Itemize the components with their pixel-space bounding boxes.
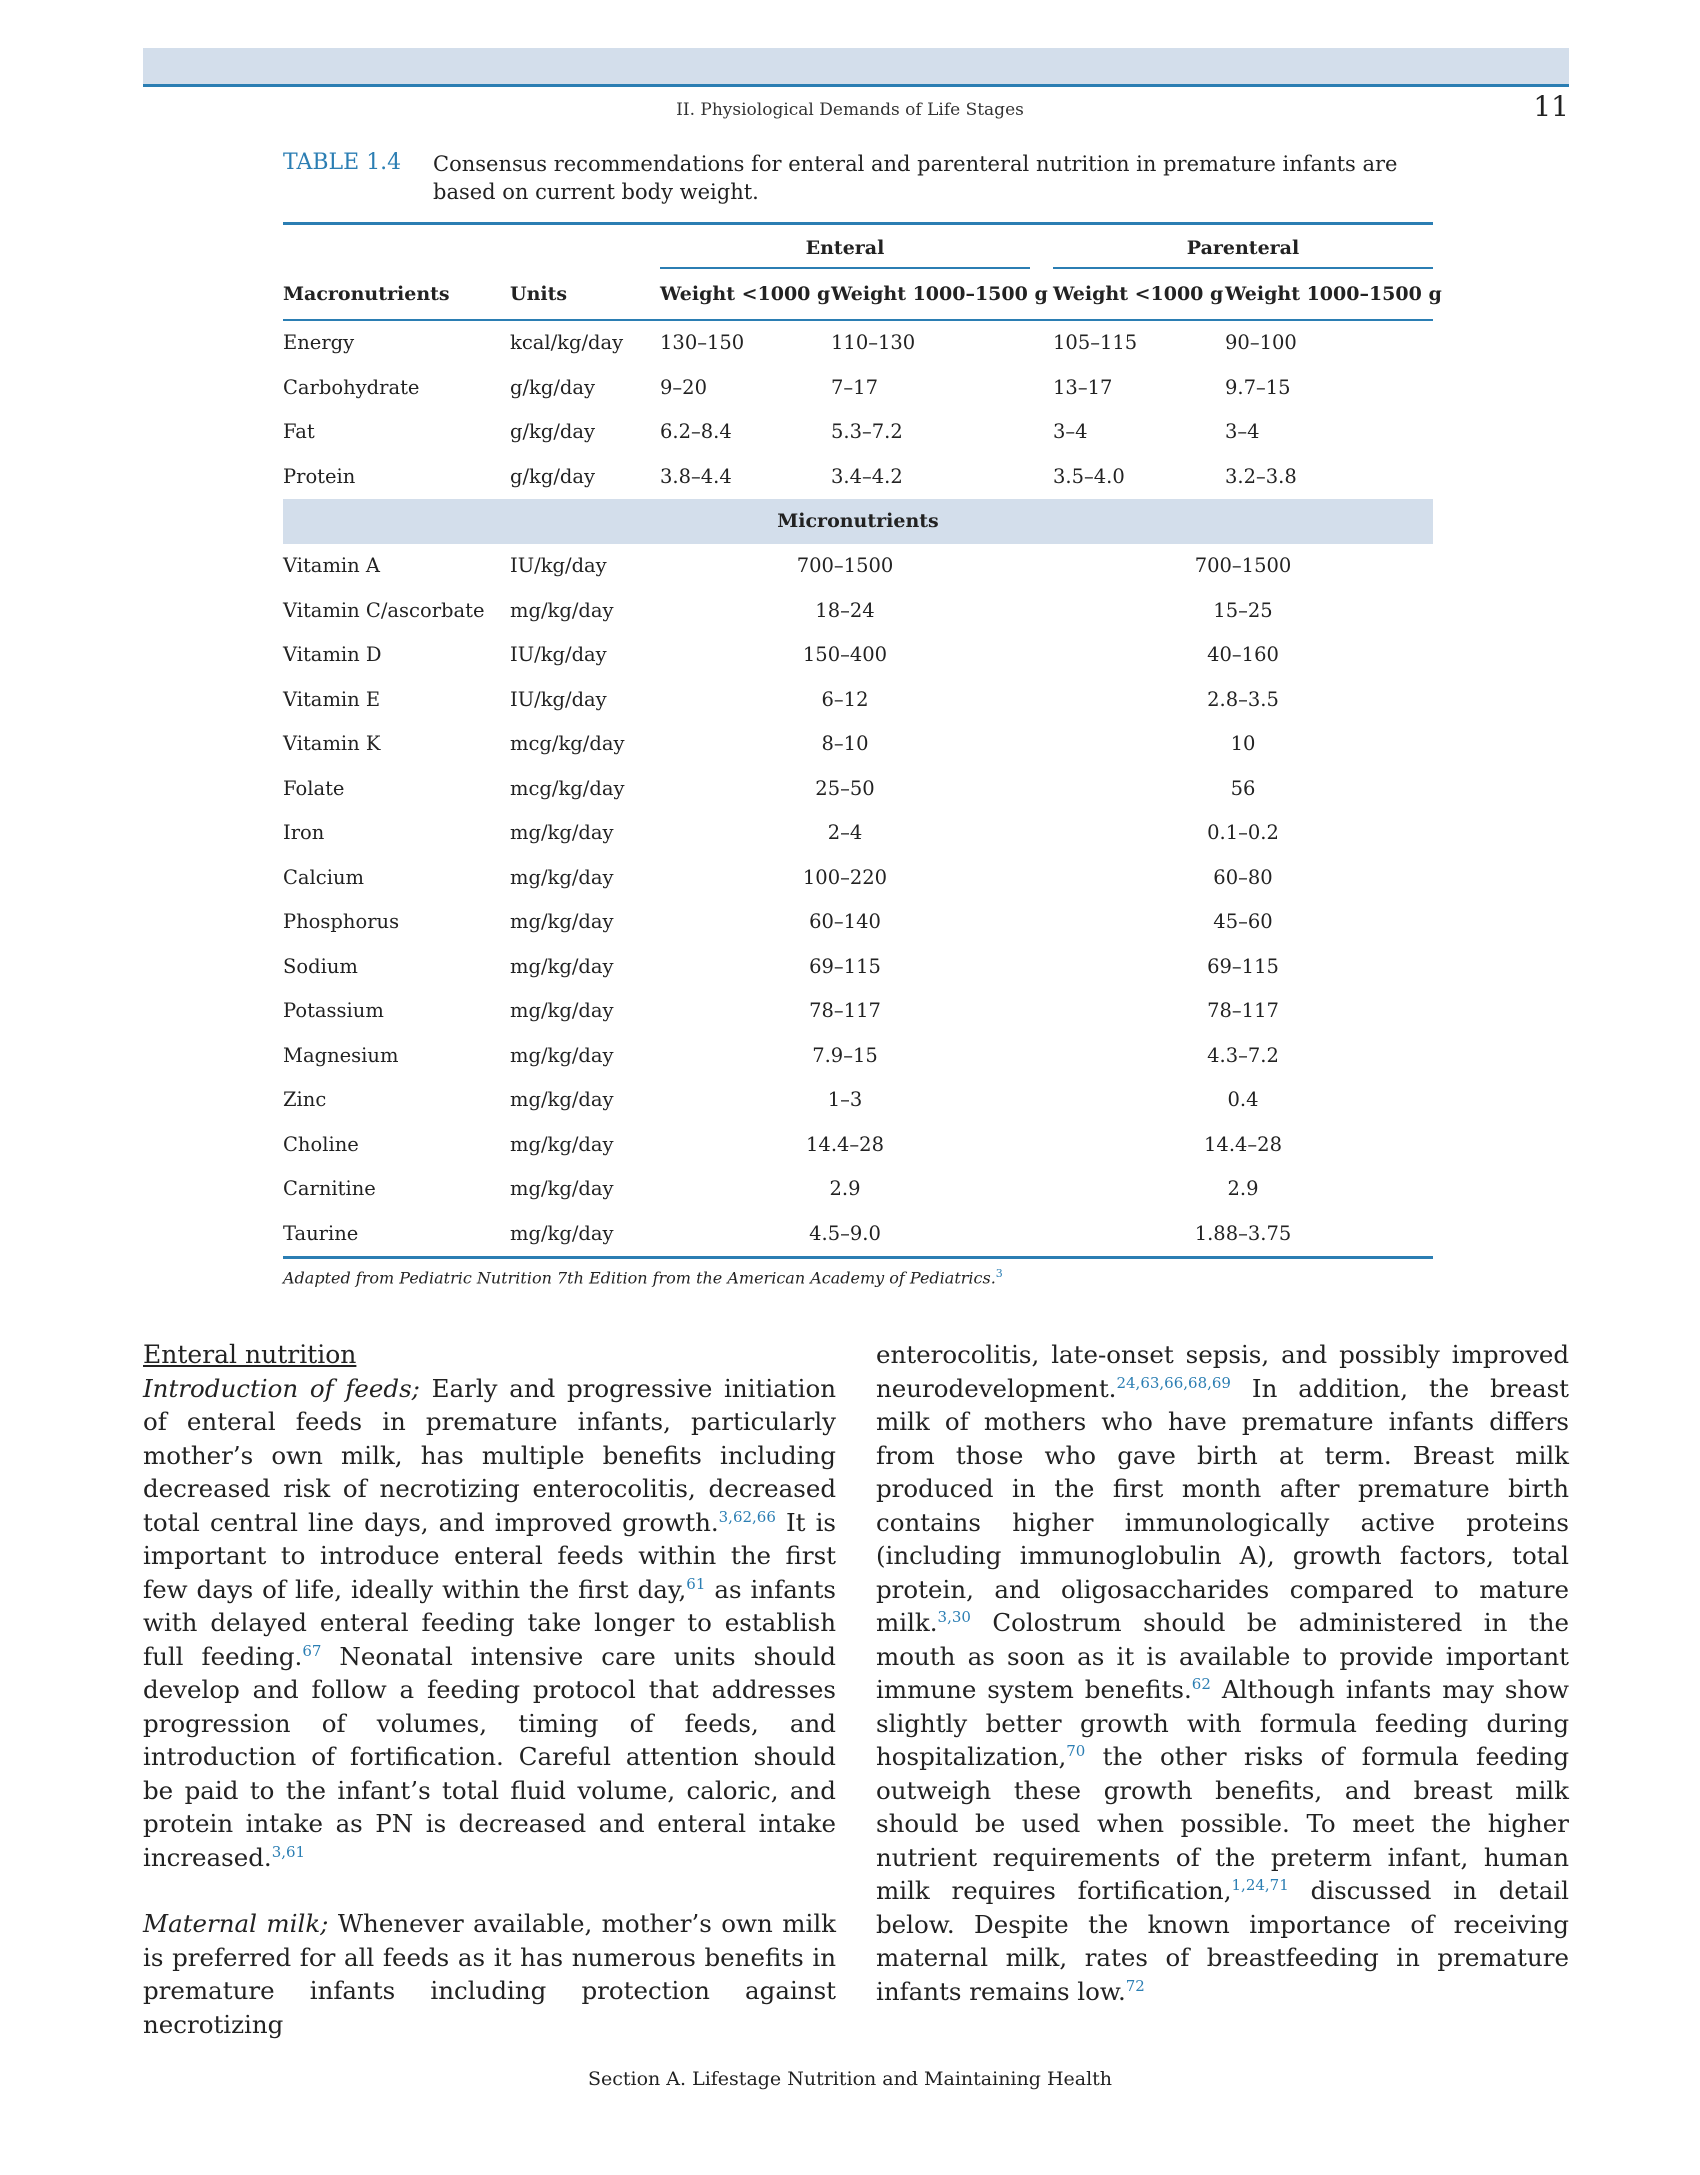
cell-units: mg/kg/day <box>510 865 614 889</box>
table-note-text: Adapted from Pediatric Nutrition 7th Edition from the American Academy of Pediatrics. <box>283 1268 996 1288</box>
citation-link[interactable]: 72 <box>1125 1976 1145 1995</box>
citation-link[interactable]: 3,61 <box>271 1842 306 1861</box>
group-header-row <box>283 225 1433 269</box>
cell-value: 3.8–4.4 <box>660 464 732 488</box>
col-header: Macronutrients <box>283 283 450 305</box>
cell-value: 0.1–0.2 <box>1207 821 1279 844</box>
cell-value: 7–17 <box>831 375 878 399</box>
cell-value: 78–117 <box>809 999 881 1022</box>
cell-value: 3.5–4.0 <box>1053 464 1125 488</box>
cell-units: mg/kg/day <box>510 1088 614 1111</box>
table-label: TABLE 1.4 <box>283 150 402 175</box>
cell-value: 14.4–28 <box>806 1132 884 1156</box>
cell-name: Carbohydrate <box>283 375 420 399</box>
table-caption <box>283 150 1433 206</box>
table-title: Consensus recommendations for enteral and parenteral nutrition in premature infants are based on current body weight. <box>433 152 1398 204</box>
cell-name: Magnesium <box>283 1043 399 1067</box>
cell-value: 69–115 <box>1207 954 1279 978</box>
table-row <box>283 410 1433 455</box>
table-row <box>283 722 1433 767</box>
page-footer: Section A. Lifestage Nutrition and Maintaining Health <box>587 2068 1113 2090</box>
cell-units: g/kg/day <box>510 464 596 488</box>
paragraph-introduction <box>143 1372 836 1875</box>
cell-name: Vitamin C/ascorbate <box>283 598 485 622</box>
cell-name: Choline <box>283 1132 359 1156</box>
citation-link[interactable]: 61 <box>686 1574 706 1593</box>
cell-value: 1.88–3.75 <box>1194 1221 1292 1245</box>
paragraph-lead: Introduction of feeds; <box>143 1373 420 1403</box>
cell-value: 105–115 <box>1053 331 1138 354</box>
paragraph-text: It is important to introduce enteral feeds within the first few days of life, ideally within the first day, <box>143 1507 836 1604</box>
group-enteral: Enteral <box>805 237 885 259</box>
right-column <box>876 1338 1569 2008</box>
cell-name: Calcium <box>283 865 364 889</box>
table-row <box>283 589 1433 634</box>
micro-rows <box>283 544 1433 1256</box>
cell-value: 700–1500 <box>1194 554 1292 577</box>
cell-value: 2.9 <box>1227 1177 1259 1200</box>
cell-value: 2.8–3.5 <box>1207 687 1279 711</box>
micronutrients-heading: Micronutrients <box>283 499 1433 544</box>
paragraph-text: In addition, the breast milk of mothers who have premature infants differs from those who gave birth at term. Breast milk produced in the first month after premature birth contains higher immunologically active proteins (including immunoglobulin A), growth factors, total protein, and oligosaccharides compared to mature milk. <box>876 1373 1569 1637</box>
table-row <box>283 1123 1433 1168</box>
cell-value: 1–3 <box>827 1088 863 1111</box>
table-row <box>283 1167 1433 1212</box>
cell-value: 700–1500 <box>796 554 894 577</box>
nutrition-table <box>283 222 1442 1288</box>
table-row <box>283 1078 1433 1123</box>
cell-value: 5.3–7.2 <box>831 420 903 443</box>
running-head: II. Physiological Demands of Life Stages <box>676 100 1024 120</box>
table-row <box>283 455 1433 500</box>
table-row <box>283 1034 1433 1079</box>
table-row <box>283 544 1433 589</box>
paragraph-text: as infants with delayed enteral feeding take longer to establish full feeding. <box>143 1574 836 1671</box>
cell-name: Carnitine <box>283 1177 376 1200</box>
left-column <box>143 1338 836 2041</box>
paragraph-text: discussed in detail below. Despite the known importance of receiving maternal milk, rates of breastfeeding in premature infants remains low. <box>876 1876 1569 2006</box>
cell-units: mg/kg/day <box>510 910 614 933</box>
citation-link[interactable]: 3,62,66 <box>718 1507 776 1526</box>
paragraph-maternal-milk <box>143 1907 836 2041</box>
paragraph-lead: Maternal milk; <box>143 1909 329 1938</box>
table-row <box>283 989 1433 1034</box>
citation-link[interactable]: 24,63,66,68,69 <box>1116 1373 1231 1392</box>
table-row <box>283 811 1433 856</box>
cell-value: 3–4 <box>1225 420 1260 443</box>
paragraph-text: Neonatal intensive care units should develop and follow a feeding protocol that addresses progression of volumes, timing of feeds, and introduction of fortification. Careful attention should be paid to the infant’s total fluid volume, caloric, and protein intake as PN is decreased and enteral intake increased. <box>143 1641 836 1872</box>
cell-units: mg/kg/day <box>510 1132 614 1156</box>
cell-value: 3.4–4.2 <box>831 464 903 488</box>
cell-value: 130–150 <box>660 331 745 354</box>
paragraph-text: Although infants may show slightly better growth with formula feeding during hospitalization, <box>876 1675 1569 1771</box>
table-row <box>283 945 1433 990</box>
table-row <box>283 366 1433 411</box>
paragraph-text: Early and progressive initiation of enteral feeds in premature infants, particularly mother’s own milk, has multiple benefits including decreased risk of necrotizing enterocolitis, decreased total central line days, and improved growth. <box>143 1373 836 1537</box>
cell-value: 56 <box>1230 776 1256 800</box>
cell-value: 40–160 <box>1207 643 1279 666</box>
citation-link[interactable]: 67 <box>302 1641 322 1660</box>
paragraph-text: Whenever available, mother’s own milk is preferred for all feeds as it has numerous benefits in premature infants including protection against necrotizing <box>143 1909 836 2039</box>
cell-units: mg/kg/day <box>510 999 614 1022</box>
cell-name: Protein <box>283 464 356 488</box>
citation-link[interactable]: 3,30 <box>937 1607 971 1626</box>
cell-value: 2–4 <box>827 821 863 844</box>
cell-units: mg/kg/day <box>510 598 614 622</box>
cell-units: g/kg/day <box>510 375 596 399</box>
cell-value: 25–50 <box>815 776 875 800</box>
table-note-cite[interactable]: 3 <box>995 1267 1003 1280</box>
cell-units: mg/kg/day <box>510 1177 614 1200</box>
cell-units: mg/kg/day <box>510 954 614 978</box>
cell-name: Fat <box>283 420 315 443</box>
cell-name: Vitamin A <box>283 554 381 577</box>
cell-value: 0.4 <box>1227 1088 1259 1111</box>
citation-link[interactable]: 70 <box>1066 1741 1086 1760</box>
cell-units: mcg/kg/day <box>510 732 625 755</box>
cell-units: g/kg/day <box>510 420 596 443</box>
cell-name: Energy <box>283 331 355 354</box>
cell-units: IU/kg/day <box>510 643 607 666</box>
cell-value: 6–12 <box>821 687 869 711</box>
table-row <box>283 321 1433 366</box>
cell-value: 9.7–15 <box>1225 375 1291 399</box>
col-header: Weight <1000 g <box>660 283 831 305</box>
cell-name: Folate <box>283 776 345 800</box>
col-header: Weight 1000–1500 g <box>831 283 1048 305</box>
table-row <box>283 900 1433 945</box>
group-parenteral: Parenteral <box>1186 237 1300 259</box>
cell-name: Vitamin D <box>283 643 382 666</box>
col-header: Units <box>510 283 568 305</box>
cell-value: 6.2–8.4 <box>660 420 732 443</box>
citation-link[interactable]: 1,24,71 <box>1231 1875 1289 1894</box>
macro-rows <box>283 321 1433 499</box>
cell-value: 69–115 <box>809 954 881 978</box>
cell-units: kcal/kg/day <box>510 331 624 354</box>
cell-value: 9–20 <box>660 375 707 399</box>
cell-value: 15–25 <box>1213 598 1273 622</box>
cell-value: 100–220 <box>802 865 888 889</box>
cell-value: 10 <box>1230 732 1256 755</box>
cell-value: 13–17 <box>1053 375 1113 399</box>
cell-name: Sodium <box>283 954 358 978</box>
cell-units: mg/kg/day <box>510 1221 614 1245</box>
table-row <box>283 1212 1433 1257</box>
cell-name: Vitamin E <box>283 687 381 711</box>
cell-units: IU/kg/day <box>510 687 607 711</box>
cell-value: 78–117 <box>1207 999 1279 1022</box>
cell-units: mcg/kg/day <box>510 776 625 800</box>
paragraph-text: Colostrum should be administered in the mouth as soon as it is available to provide important immune system benefits. <box>876 1608 1569 1704</box>
col-header: Weight 1000–1500 g <box>1225 283 1442 305</box>
cell-value: 110–130 <box>831 331 916 354</box>
table-row <box>283 767 1433 812</box>
cell-value: 60–80 <box>1213 865 1273 889</box>
cell-value: 60–140 <box>809 910 881 933</box>
table-bottom-rule <box>283 1256 1433 1259</box>
cell-value: 45–60 <box>1213 910 1273 933</box>
cell-value: 18–24 <box>815 598 875 622</box>
cell-value: 4.5–9.0 <box>809 1221 881 1245</box>
paragraph-continued <box>876 1338 1569 2008</box>
cell-units: mg/kg/day <box>510 1043 614 1067</box>
paragraph-text: enterocolitis, late-onset sepsis, and possibly improved neurodevelopment. <box>876 1340 1569 1403</box>
column-header-row <box>283 269 1442 319</box>
cell-name: Zinc <box>283 1088 327 1111</box>
table-row <box>283 633 1433 678</box>
cell-name: Phosphorus <box>283 910 400 933</box>
cell-value: 3–4 <box>1053 420 1088 443</box>
page-number: 11 <box>1533 90 1569 123</box>
cell-value: 2.9 <box>829 1177 861 1200</box>
table-note <box>283 1267 1433 1287</box>
cell-value: 4.3–7.2 <box>1207 1043 1279 1067</box>
cell-value: 90–100 <box>1225 331 1297 354</box>
table-row <box>283 678 1433 723</box>
cell-value: 7.9–15 <box>812 1043 878 1067</box>
cell-name: Vitamin K <box>283 732 381 755</box>
citation-link[interactable]: 62 <box>1191 1674 1211 1693</box>
cell-value: 14.4–28 <box>1204 1132 1282 1156</box>
header-bar <box>143 48 1569 87</box>
paragraph-text: the other risks of formula feeding outweigh these growth benefits, and breast milk should be used when possible. To meet the higher nutrient requirements of the preterm infant, human milk requires fortification, <box>876 1742 1569 1905</box>
cell-value: 3.2–3.8 <box>1225 464 1297 488</box>
table-row <box>283 856 1433 901</box>
cell-units: mg/kg/day <box>510 821 614 844</box>
cell-name: Iron <box>283 821 325 844</box>
cell-value: 150–400 <box>802 643 888 666</box>
cell-name: Taurine <box>283 1221 359 1245</box>
section-heading: Enteral nutrition <box>143 1340 357 1369</box>
cell-units: IU/kg/day <box>510 554 607 577</box>
col-header: Weight <1000 g <box>1053 283 1224 305</box>
cell-name: Potassium <box>283 999 384 1022</box>
cell-value: 8–10 <box>821 732 869 755</box>
